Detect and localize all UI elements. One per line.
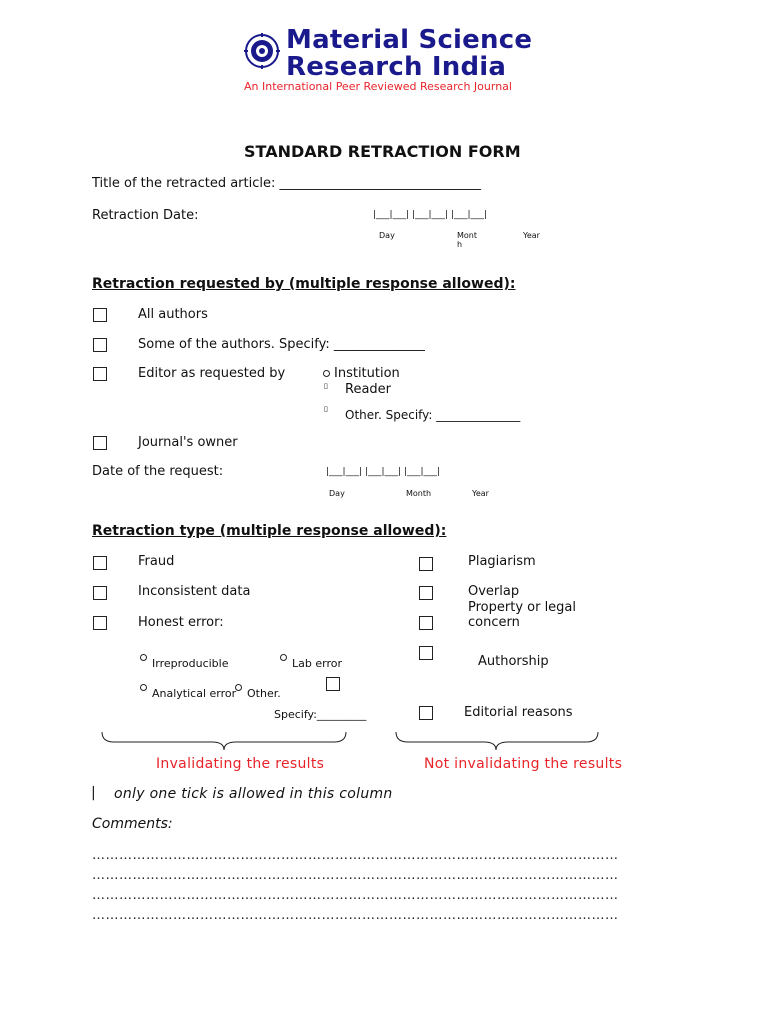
retraction-type-heading: Retraction type (multiple response allowed): [92,523,447,539]
inconsistent-label: Inconsistent data [138,584,251,599]
lab-error-label: Lab error [292,657,342,670]
irreproducible-label: Irreproducible [152,657,229,670]
comments-line[interactable]: ……………………………………………………………………………………………………… [92,908,619,923]
not-invalidating-brace [394,730,600,752]
request-date-year: Year [472,489,489,498]
overlap-label: Overlap [468,584,520,599]
retraction-date-field[interactable]: |___|___| |___|___| |___|___| [373,210,488,220]
property-checkbox[interactable] [419,616,433,630]
plagiarism-checkbox[interactable] [419,557,433,571]
all-authors-label: All authors [138,307,208,322]
not-invalidating-label: Not invalidating the results [424,756,623,772]
authorship-checkbox[interactable] [419,646,433,660]
comments-line[interactable]: ……………………………………………………………………………………………………… [92,888,619,903]
request-date-month: Month [406,489,432,498]
requested-by-heading: Retraction requested by (multiple response allowed): [92,276,516,292]
retraction-date-month-wrap: h [457,240,463,249]
request-date-day: Day [329,489,345,498]
single-tick-note: only one tick is allowed in this column [114,786,393,802]
lab-error-radio[interactable] [280,654,287,661]
plagiarism-label: Plagiarism [468,554,536,569]
property-label-line1: Property or legal [468,600,577,615]
institution-label: Institution [334,366,400,381]
comments-line[interactable]: ……………………………………………………………………………………………………… [92,848,619,863]
other-radio[interactable] [235,684,242,691]
specify-field[interactable]: Specify:_________ [274,708,367,721]
fraud-checkbox[interactable] [93,556,107,570]
journal-logo [244,33,280,69]
property-label-line2: concern [468,615,520,630]
honest-label: Honest error: [138,615,224,630]
journal-seal-icon [244,33,280,69]
some-authors-label[interactable]: Some of the authors. Specify: ______________ [138,337,425,352]
all-authors-checkbox[interactable] [93,308,107,322]
other-type-checkbox[interactable] [326,677,340,691]
editorial-checkbox[interactable] [419,706,433,720]
owner-label: Journal's owner [138,435,238,450]
honest-checkbox[interactable] [93,616,107,630]
article-title-field[interactable]: Title of the retracted article: _______________________________ [92,176,482,191]
retraction-date-month: Mont [457,231,478,240]
tick-icon: | [91,785,96,801]
reader-label: Reader [345,382,392,397]
request-date-field[interactable]: |___|___| |___|___| |___|___| [326,467,441,477]
other-specify-field[interactable]: Other. Specify: ______________ [345,408,521,422]
owner-checkbox[interactable] [93,436,107,450]
editor-label: Editor as requested by [138,366,286,381]
request-date-label: Date of the request: [92,464,224,479]
other-type-label: Other. [247,687,281,700]
journal-name-line1: Material Science [286,25,533,55]
invalidating-brace [100,730,348,752]
authorship-label: Authorship [478,654,549,669]
analytical-label: Analytical error [152,687,237,700]
form-title: STANDARD RETRACTION FORM [244,142,521,161]
retraction-date-day: Day [379,231,395,240]
retraction-date-label: Retraction Date: [92,208,199,223]
fraud-label: Fraud [138,554,175,569]
journal-tagline: An International Peer Reviewed Research Journal [244,80,512,93]
inconsistent-checkbox[interactable] [93,586,107,600]
editor-checkbox[interactable] [93,367,107,381]
editorial-label: Editorial reasons [464,705,573,720]
retraction-date-year: Year [523,231,540,240]
other-marker[interactable]: ▯ [324,405,328,413]
invalidating-label: Invalidating the results [156,756,325,772]
comments-label: Comments: [92,816,173,832]
some-authors-checkbox[interactable] [93,338,107,352]
irreproducible-radio[interactable] [140,654,147,661]
analytical-radio[interactable] [140,684,147,691]
institution-radio[interactable] [323,370,330,377]
comments-line[interactable]: ……………………………………………………………………………………………………… [92,868,619,883]
journal-name-line2: Research India [286,52,507,82]
overlap-checkbox[interactable] [419,586,433,600]
reader-marker[interactable]: ▯ [324,382,328,390]
